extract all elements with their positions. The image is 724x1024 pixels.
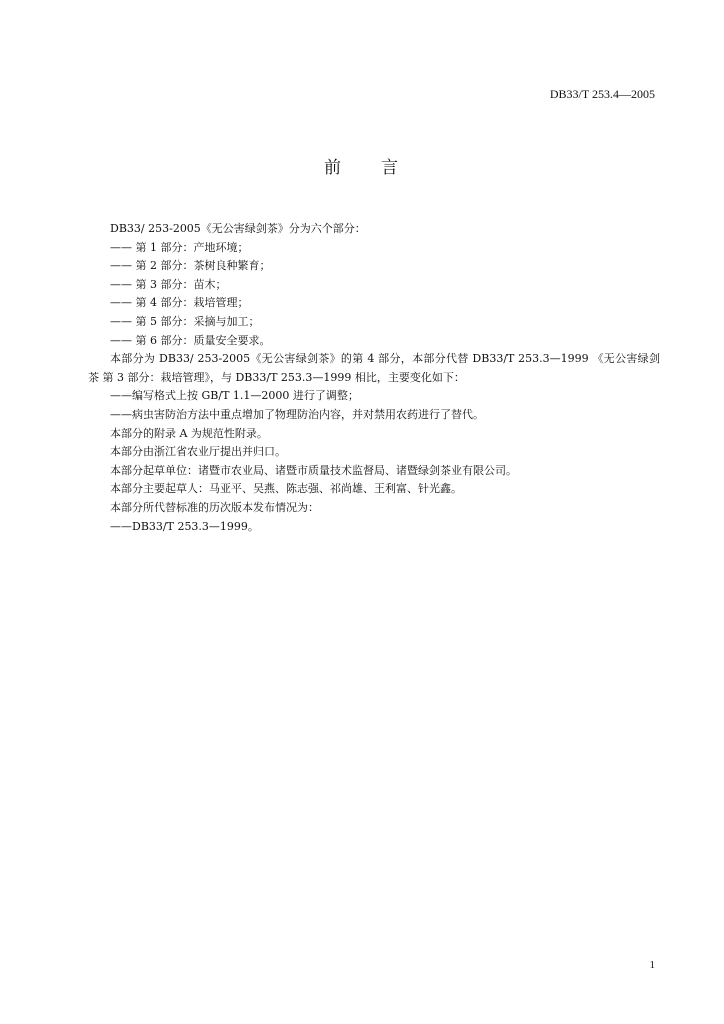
- page-title: [0, 156, 724, 180]
- part-list-item-5: —— 第 5 部分：采摘与加工；: [110, 314, 260, 328]
- annex-paragraph: 本部分的附录 A 为规范性附录。: [110, 426, 268, 440]
- part-list-item-3: —— 第 3 部分：苗木；: [110, 277, 227, 291]
- page-number: 1: [649, 959, 655, 971]
- proposer-paragraph: 本部分由浙江省农业厅提出并归口。: [110, 445, 286, 459]
- change-item-1: ——编写格式上按 GB/T 1.1—2000 进行了调整；: [110, 389, 359, 403]
- history-paragraph: 本部分所代替标准的历次版本发布情况为：: [110, 500, 319, 514]
- title-char-2: 言: [381, 158, 400, 178]
- drafting-units-paragraph: 本部分起草单位：诸暨市农业局、诸暨市质量技术监督局、诸暨绿剑茶业有限公司。: [110, 463, 517, 477]
- history-item: ——DB33/T 253.3—1999。: [110, 519, 259, 533]
- change-item-2: ——病虫害防治方法中重点增加了物理防治内容，并对禁用农药进行了替代。: [110, 407, 484, 421]
- part-list-item-6: —— 第 6 部分：质量安全要求。: [110, 333, 271, 347]
- standard-code: DB33/T 253.4—2005: [549, 87, 655, 101]
- foreword-body: [88, 220, 660, 536]
- replacement-paragraph: 本部分为 DB33/ 253-2005《无公害绿剑茶》的第 4 部分，本部分代替 DB33/T 253.3—1999 《无公害绿剑茶 第 3 部分：栽培管理》，与 DB33/T 253.3—1999 相比，主要变化如下：: [88, 352, 660, 384]
- part-list-item-1: —— 第 1 部分：产地环境；: [110, 240, 249, 254]
- part-list-item-4: —— 第 4 部分：栽培管理；: [110, 296, 249, 310]
- title-char-1: 前: [324, 158, 343, 178]
- part-list-item-2: —— 第 2 部分：茶树良种繁育；: [110, 259, 271, 273]
- intro-paragraph: DB33/ 253-2005《无公害绿剑茶》分为六个部分：: [110, 222, 366, 235]
- drafters-paragraph: 本部分主要起草人：马亚平、吴燕、陈志强、祁尚雄、王利富、针光鑫。: [110, 482, 462, 496]
